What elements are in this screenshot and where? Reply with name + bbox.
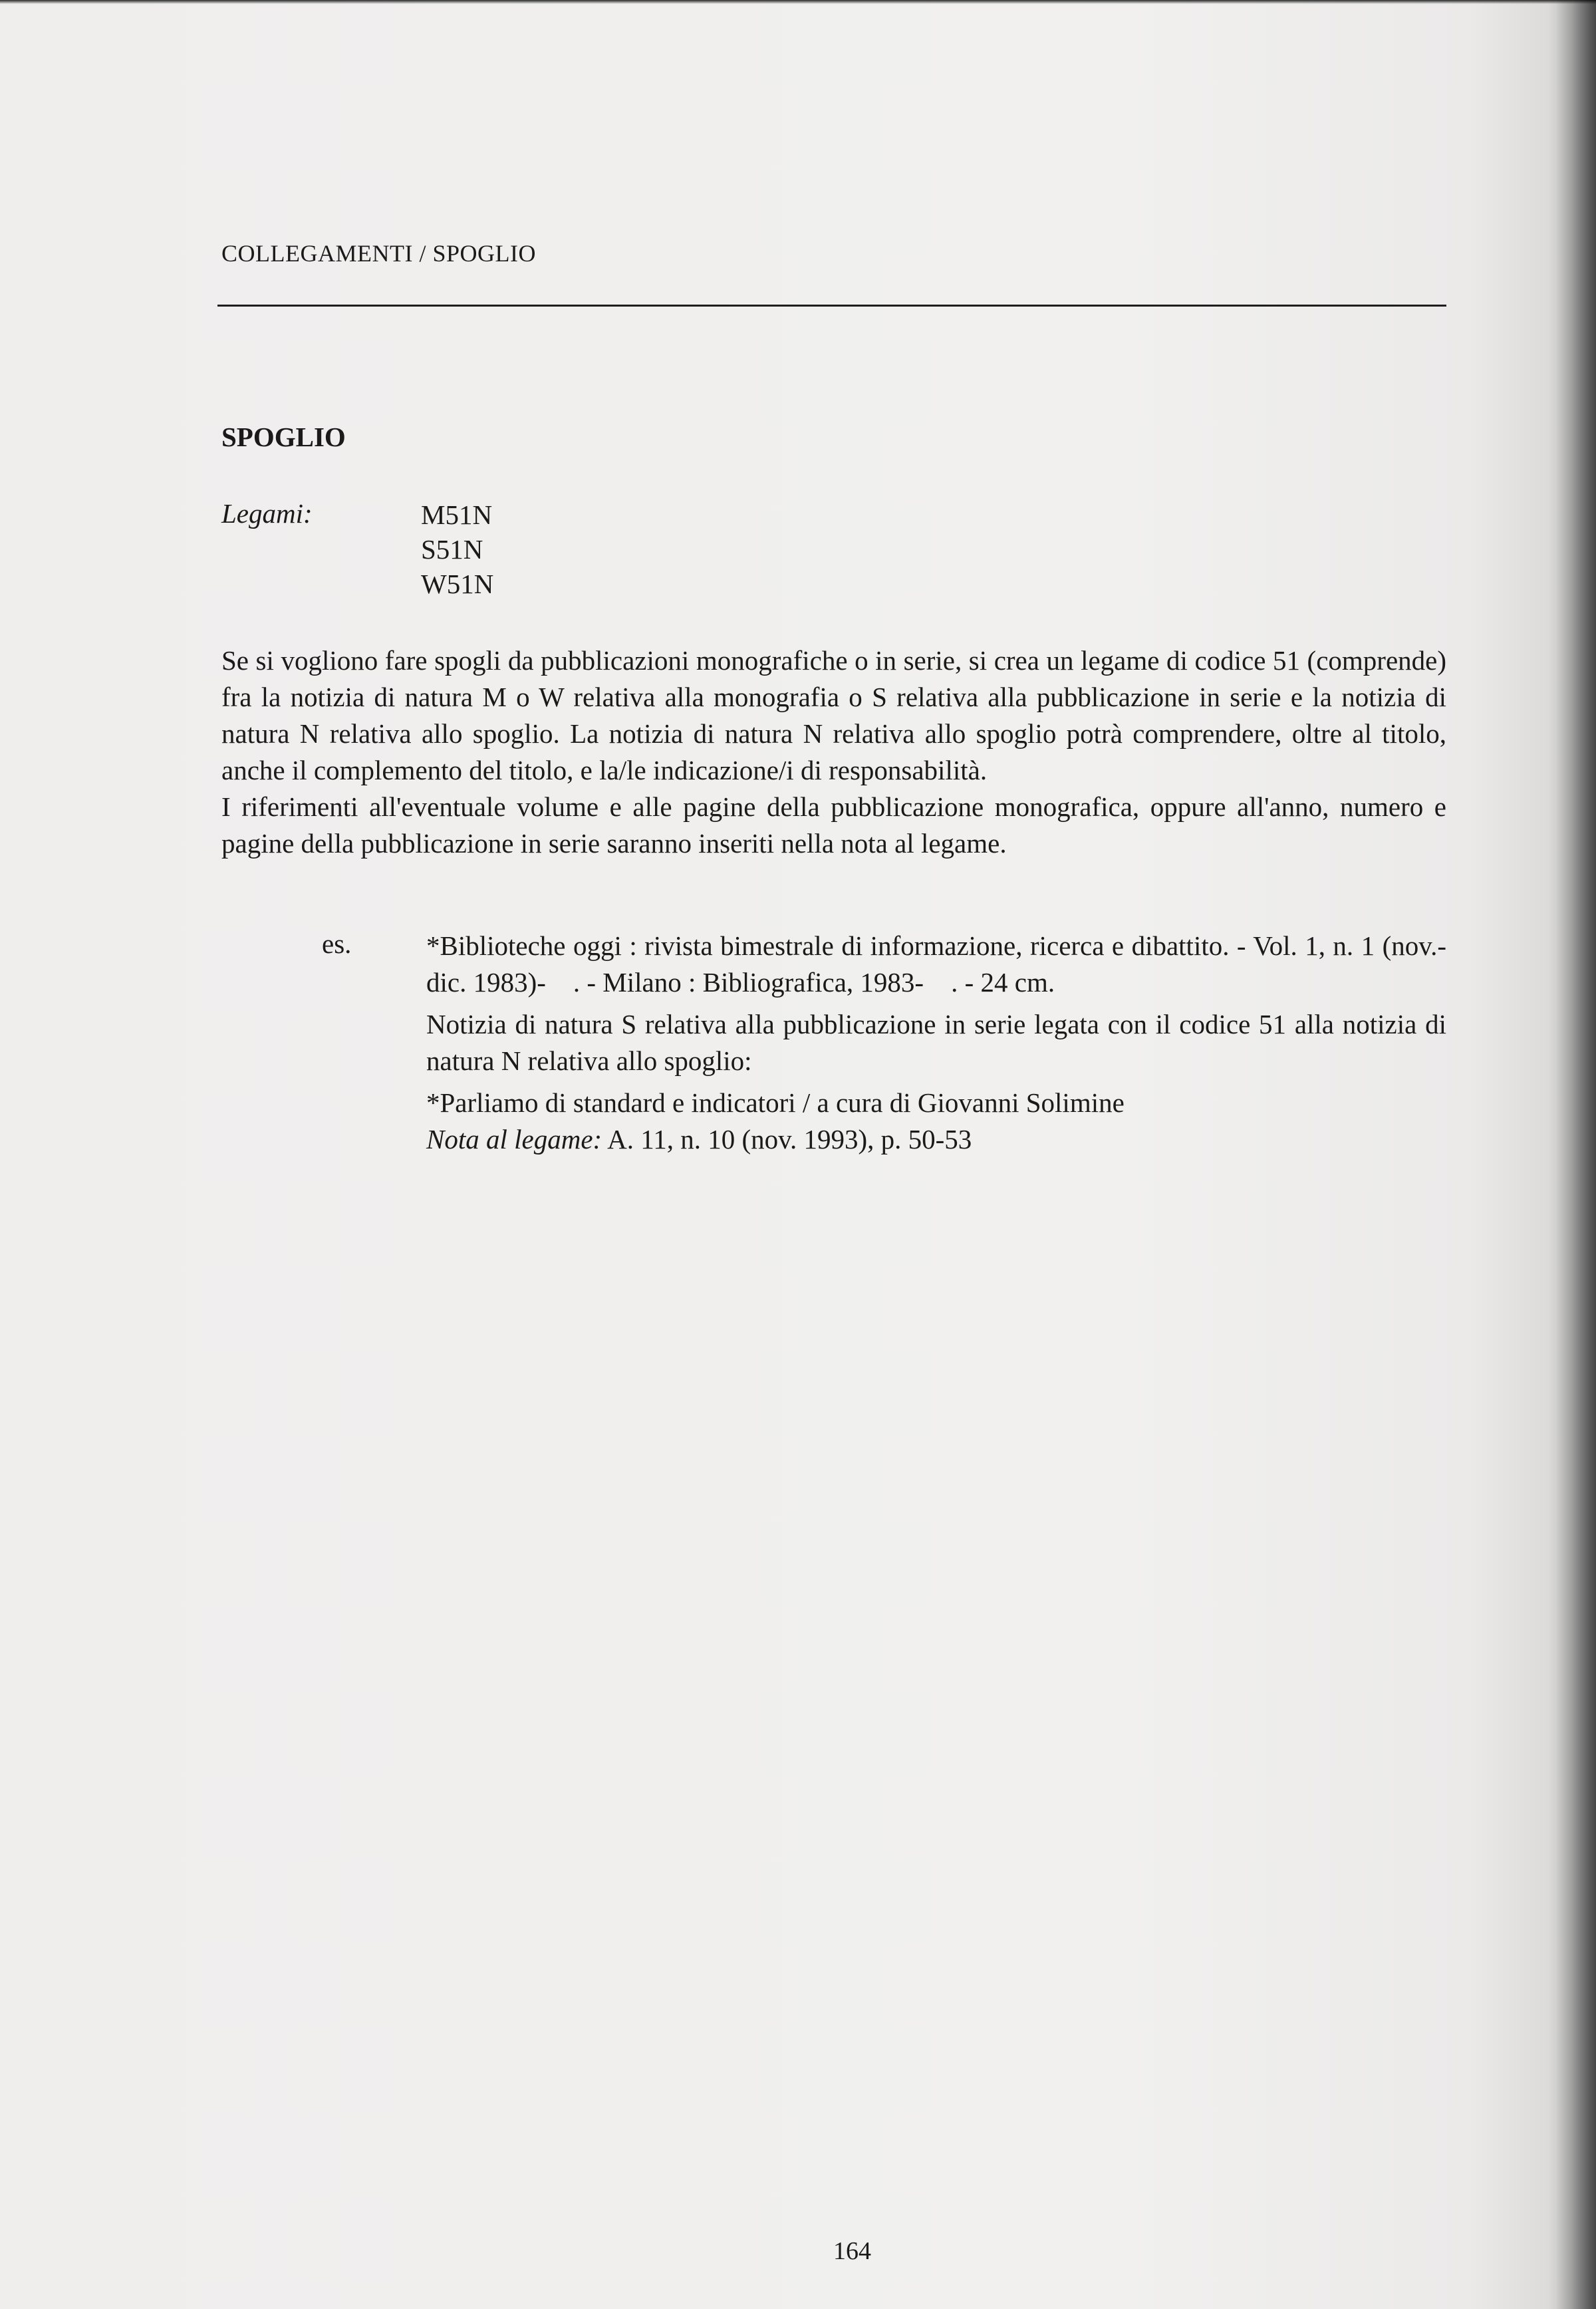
nota-label: Nota al legame: xyxy=(426,1124,602,1154)
legami-codes xyxy=(421,497,493,601)
page-top-shadow xyxy=(0,0,1596,4)
example-nota xyxy=(426,1121,1446,1158)
running-head: COLLEGAMENTI / SPOGLIO xyxy=(221,240,536,267)
legami-code: M51N xyxy=(421,499,493,530)
paragraph: Se si vogliono fare spogli da pubblicazioni monografiche o in serie, si crea un legame di codice 51 (comprende) fra la notizia di natura M o W relativa alla monografia o S relativa alla pubblicazione in serie e la notizia di natura N relativa allo spoglio. La notizia di natura N relativa allo spoglio potrà comprendere, oltre al titolo, anche il complemento del titolo, e la/le indicazione/i di responsabilità. xyxy=(221,645,1446,785)
page-number: 164 xyxy=(833,2237,871,2265)
page-binding-shadow xyxy=(1556,0,1596,2309)
example-record: *Biblioteche oggi : rivista bimestrale di informazione, ricerca e dibattito. - Vol. 1, n. 1 (nov.-dic. 1983)- . - Milano : Bibliografica, 1983- . - 24 cm. xyxy=(426,930,1446,998)
nota-value: A. 11, n. 10 (nov. 1993), p. 50-53 xyxy=(602,1124,972,1154)
example-explanation: Notizia di natura S relativa alla pubblicazione in serie legata con il codice 51 alla notizia di natura N relativa allo spoglio: xyxy=(426,1009,1446,1076)
header-rule xyxy=(217,305,1446,307)
paragraph: I riferimenti all'eventuale volume e alle pagine della pubblicazione monografica, oppure all'anno, numero e pagine della pubblicazione in serie saranno inseriti nella nota al legame. xyxy=(221,791,1446,859)
example-label: es. xyxy=(322,928,352,959)
example-spoglio-title: *Parliamo di standard e indicatori / a cura di Giovanni Solimine xyxy=(426,1087,1125,1118)
legami-code: S51N xyxy=(421,534,483,565)
legami-label: Legami: xyxy=(221,498,313,529)
example-block xyxy=(426,928,1446,1158)
body-text xyxy=(221,642,1446,862)
section-title: SPOGLIO xyxy=(221,422,346,452)
legami-code: W51N xyxy=(421,569,494,599)
